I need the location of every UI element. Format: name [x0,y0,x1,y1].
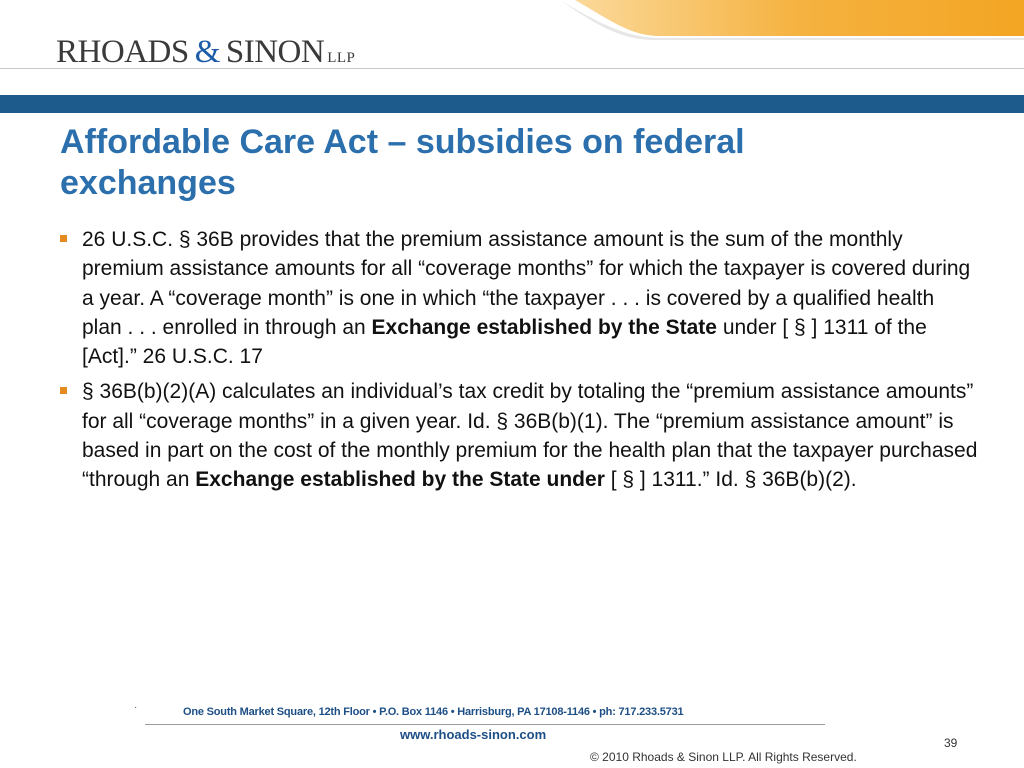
bullet-item [58,225,978,371]
logo-text-rhoads: RHOADS [56,34,189,70]
footer-address: One South Market Square, 12th Floor • P.O. Box 1146 • Harrisburg, PA 17108-1146 • ph: 717.233.5731 [183,706,684,718]
bullet-square-icon [60,235,67,242]
firm-logo [56,36,355,69]
slide-title: Affordable Care Act – subsidies on federal exchanges [60,123,745,202]
footer-divider [145,724,825,725]
bullet-text: [ § ] 1311.” Id. § 36B(b)(2). [604,468,857,492]
logo-ampersand: & [194,34,220,70]
bullet-text: 26 U.S.C. § 36B provides that the premium assistance amount is the sum of the monthly premium assistance amounts for all “coverage months” for which the taxpayer is covered during a year. A “coverage month” is one in which “the taxpayer . . . is covered by a qualified health plan . . . enrolled in through an [82,228,971,339]
logo-text-sinon: SINON [225,34,325,70]
bullet-item [58,377,978,494]
bullet-bold-text: Exchange established by the State under [195,468,605,492]
logo-text-llp: LLP [327,50,356,66]
footer-dot: · [134,702,138,713]
page-number: 39 [944,736,958,750]
bullet-text: § 36B(b)(2)(A) calculates an individual’s tax credit by totaling the “premium assistance amounts” for all “coverage months” in a given year. Id. § 36B(b)(1). The “premium assistance amount” is based in part on the cost of the monthly premium for the health plan that the taxpayer purchased “through an [82,380,978,492]
header-blue-bar [0,95,1024,113]
bullet-list [58,225,978,501]
copyright-notice: © 2010 Rhoads & Sinon LLP. All Rights Reserved. [590,750,857,764]
bullet-text: under [ § ] 1311 of the [Act].” 26 U.S.C. 17 [82,315,927,369]
bullet-bold-text: Exchange established by the State [371,315,717,339]
bullet-square-icon [60,387,67,394]
footer-website-link[interactable]: www.rhoads-sinon.com [400,727,547,742]
